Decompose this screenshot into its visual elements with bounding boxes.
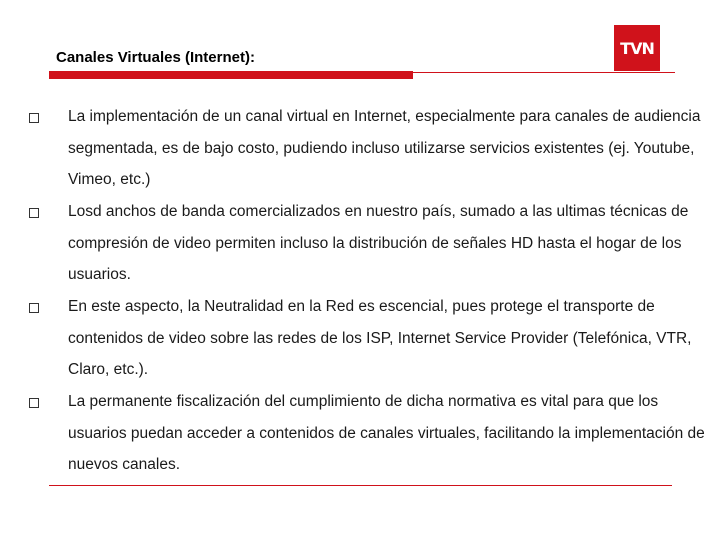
header-divider bbox=[413, 72, 675, 73]
footer-divider bbox=[49, 485, 672, 486]
square-bullet-icon bbox=[29, 303, 39, 313]
square-bullet-icon bbox=[29, 208, 39, 218]
slide-title: Canales Virtuales (Internet): bbox=[56, 49, 255, 66]
logo-text: TVN bbox=[620, 38, 654, 58]
square-bullet-icon bbox=[29, 113, 39, 123]
bullet-text-1: La implementación de un canal virtual en Internet, especialmente para canales de audiencia segmentada, es de bajo costo, pudiendo incluso utilizarse servicios existentes (ej. Youtube, Vimeo, etc.) bbox=[68, 108, 701, 188]
bullet-text-4: La permanente fiscalización del cumplimiento de dicha normativa es vital para que los usuarios puedan acceder a contenidos de canales virtuales, facilitando la implementación de nuevos canales. bbox=[68, 393, 705, 473]
square-bullet-icon bbox=[29, 398, 39, 408]
bullet-text-3: En este aspecto, la Neutralidad en la Red es escencial, pues protege el transporte de contenidos de video sobre las redes de los ISP, Internet Service Provider (Telefónica, VTR, Claro, etc.). bbox=[68, 298, 692, 378]
tvn-logo bbox=[614, 25, 660, 71]
header-accent-bar bbox=[49, 71, 413, 79]
bullet-text-2: Losd anchos de banda comercializados en nuestro país, sumado a las ultimas técnicas de compresión de video permiten incluso la distribución de señales HD hasta el hogar de los usuarios. bbox=[68, 203, 689, 283]
